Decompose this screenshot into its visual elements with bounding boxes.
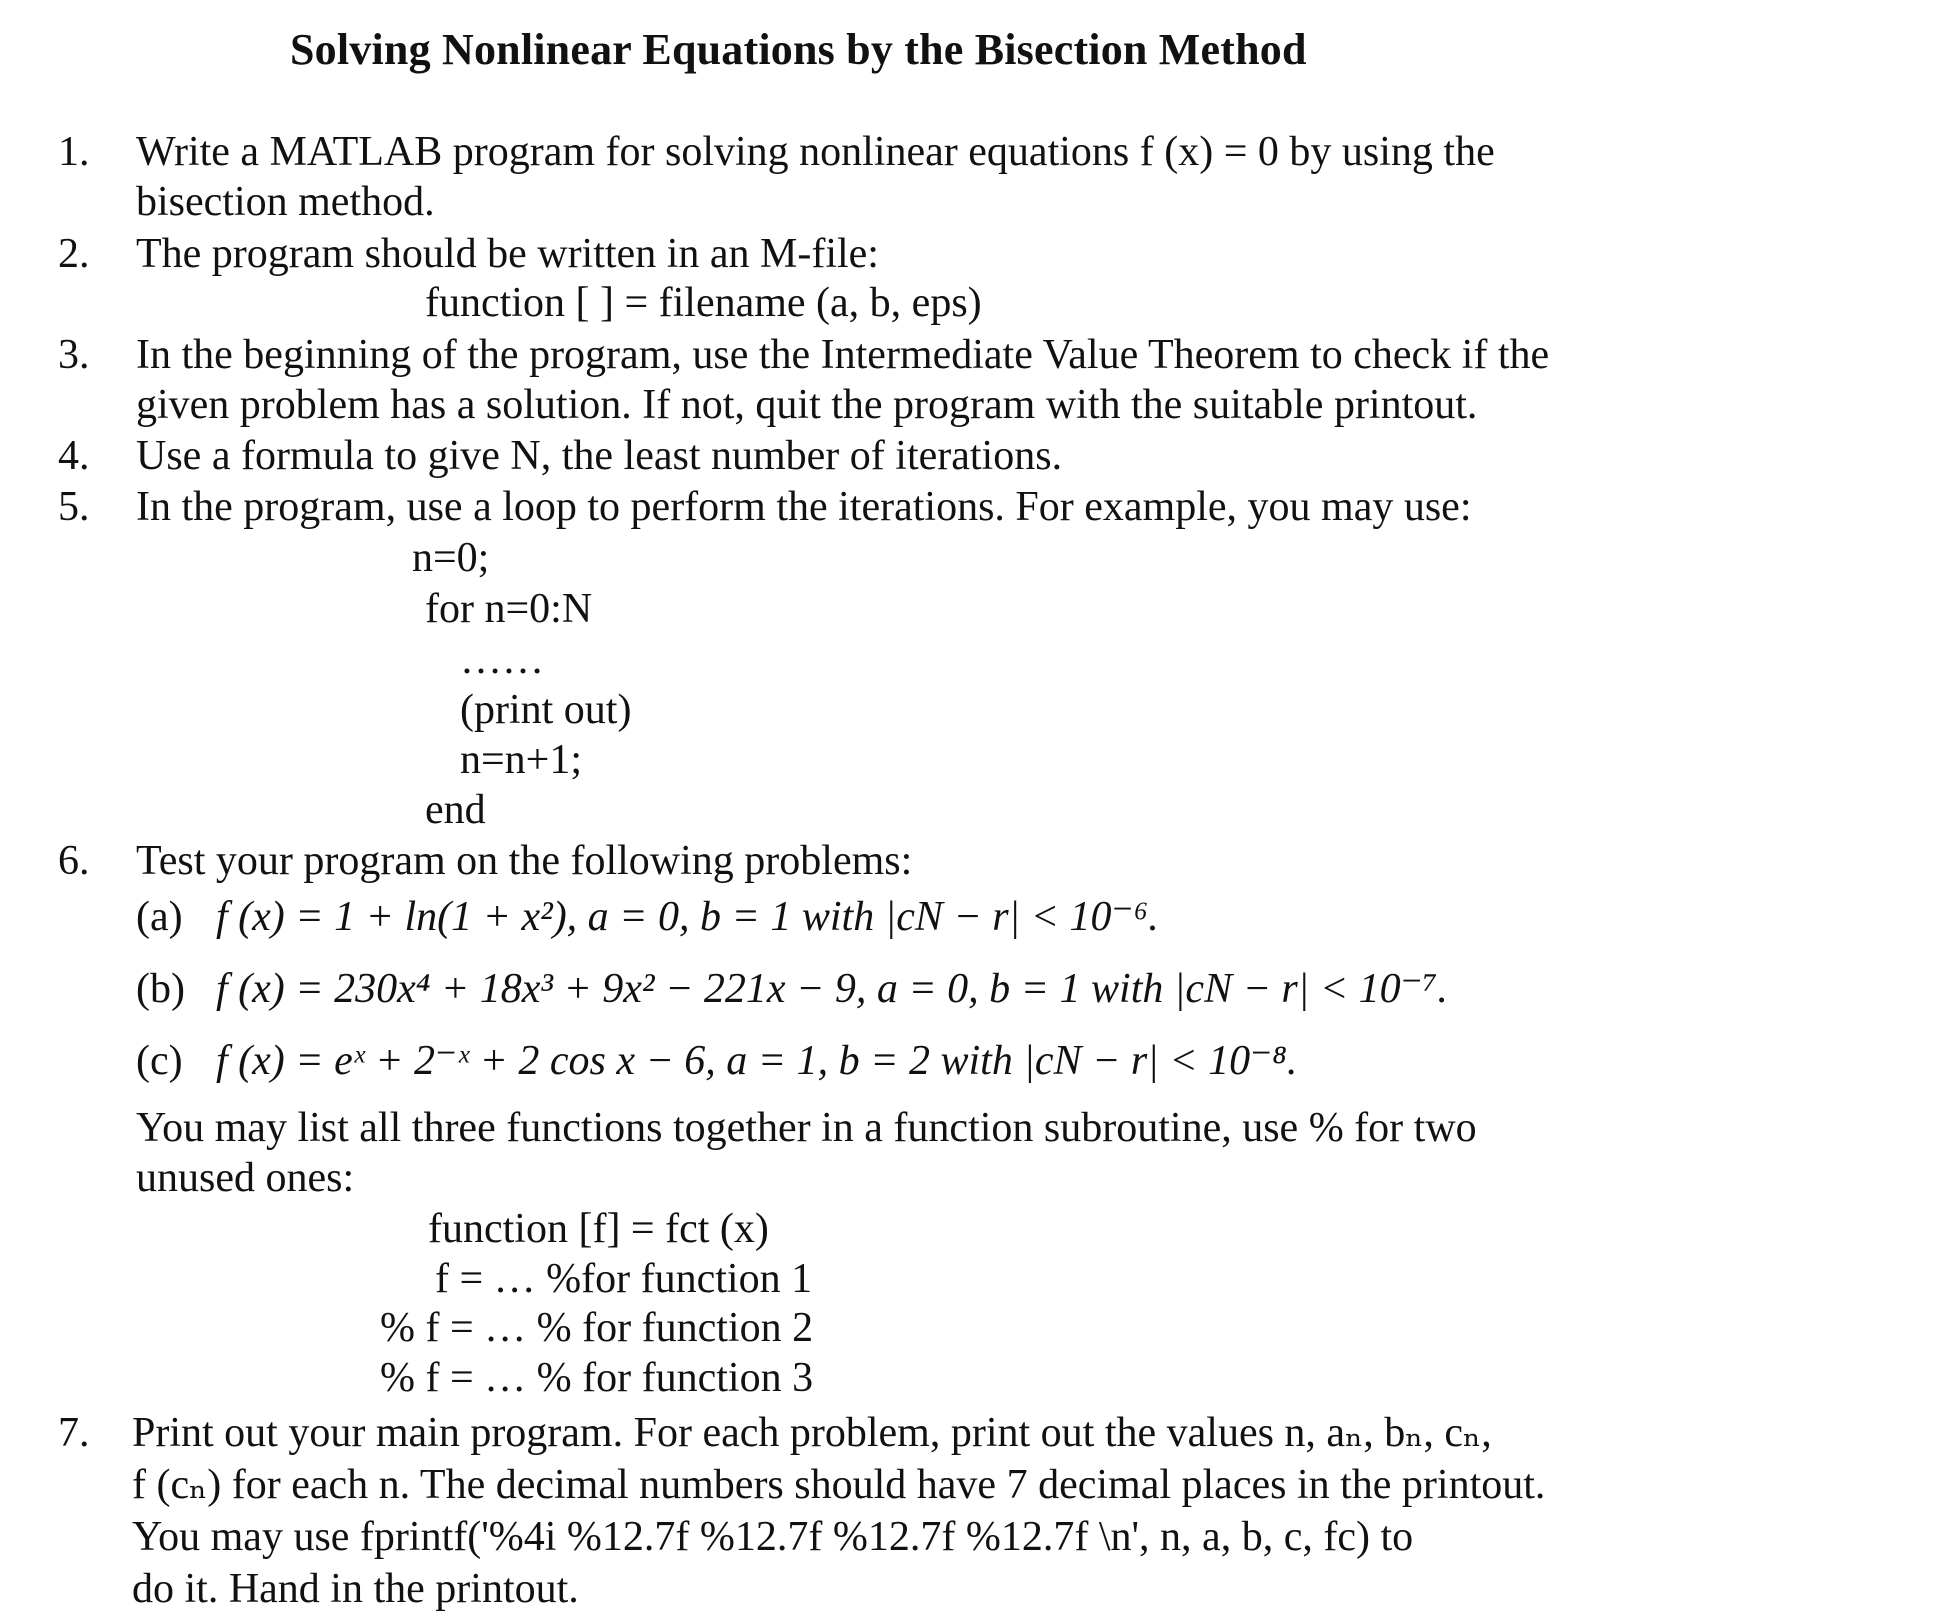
item-number-6: 6. <box>58 838 90 884</box>
item-number-3: 3. <box>58 332 90 378</box>
item-3-line-1: In the beginning of the program, use the Intermediate Value Theorem to check if the <box>136 332 1550 378</box>
item-6-code-line-1: function [f] = fct (x) <box>428 1206 769 1252</box>
item-3-line-2: given problem has a solution. If not, quit the program with the suitable printout. <box>136 382 1478 428</box>
item-6-code-line-4: % f = … % for function 3 <box>380 1355 814 1401</box>
item-7-line-2: f (cₙ) for each n. The decimal numbers should have 7 decimal places in the printout. <box>132 1462 1546 1508</box>
page-title: Solving Nonlinear Equations by the Bisection Method <box>290 25 1307 74</box>
item-7-line-4: do it. Hand in the printout. <box>132 1566 579 1612</box>
item-6-line-1: Test your program on the following problems: <box>136 838 913 884</box>
item-5-code-line-2: for n=0:N <box>425 586 593 632</box>
problem-a-label: (a) <box>136 894 183 940</box>
item-4-line-1: Use a formula to give N, the least number of iterations. <box>136 433 1063 479</box>
problem-b-label: (b) <box>136 966 185 1012</box>
item-5-code-line-3: …… <box>460 637 544 683</box>
problem-c-label: (c) <box>136 1038 183 1084</box>
item-7-line-3: You may use fprintf('%4i %12.7f %12.7f %12.7f %12.7f \n', n, a, b, c, fc) to <box>132 1514 1414 1560</box>
item-2-code: function [ ] = filename (a, b, eps) <box>425 280 982 326</box>
item-6-after-line-1: You may list all three functions together in a function subroutine, use % for two <box>136 1105 1477 1151</box>
item-7-line-1: Print out your main program. For each problem, print out the values n, aₙ, bₙ, cₙ, <box>132 1410 1492 1456</box>
item-5-line-1: In the program, use a loop to perform the iterations. For example, you may use: <box>136 484 1472 530</box>
item-number-2: 2. <box>58 231 90 277</box>
item-number-5: 5. <box>58 484 90 530</box>
item-number-7: 7. <box>58 1410 90 1456</box>
problem-b-text: f (x) = 230x⁴ + 18x³ + 9x² − 221x − 9, a = 0, b = 1 with |cN − r| < 10⁻⁷. <box>216 966 1448 1012</box>
item-6-code-line-2: f = … %for function 1 <box>435 1256 813 1302</box>
item-number-4: 4. <box>58 433 90 479</box>
item-6-code-line-3: % f = … % for function 2 <box>380 1305 814 1351</box>
item-5-code-line-1: n=0; <box>412 535 490 581</box>
item-1-line-2: bisection method. <box>136 179 435 225</box>
item-number-1: 1. <box>58 129 90 175</box>
problem-a-text: f (x) = 1 + ln(1 + x²), a = 0, b = 1 with |cN − r| < 10⁻⁶. <box>216 894 1159 940</box>
item-5-code-line-6: end <box>425 787 486 833</box>
item-5-code-line-4: (print out) <box>460 687 632 733</box>
problem-c-text: f (x) = eˣ + 2⁻ˣ + 2 cos x − 6, a = 1, b = 2 with |cN − r| < 10⁻⁸. <box>216 1038 1298 1084</box>
item-6-after-line-2: unused ones: <box>136 1155 355 1201</box>
item-5-code-line-5: n=n+1; <box>460 737 583 783</box>
item-1-line-1: Write a MATLAB program for solving nonlinear equations f (x) = 0 by using the <box>136 129 1495 175</box>
item-2-line-1: The program should be written in an M-file: <box>136 231 879 277</box>
